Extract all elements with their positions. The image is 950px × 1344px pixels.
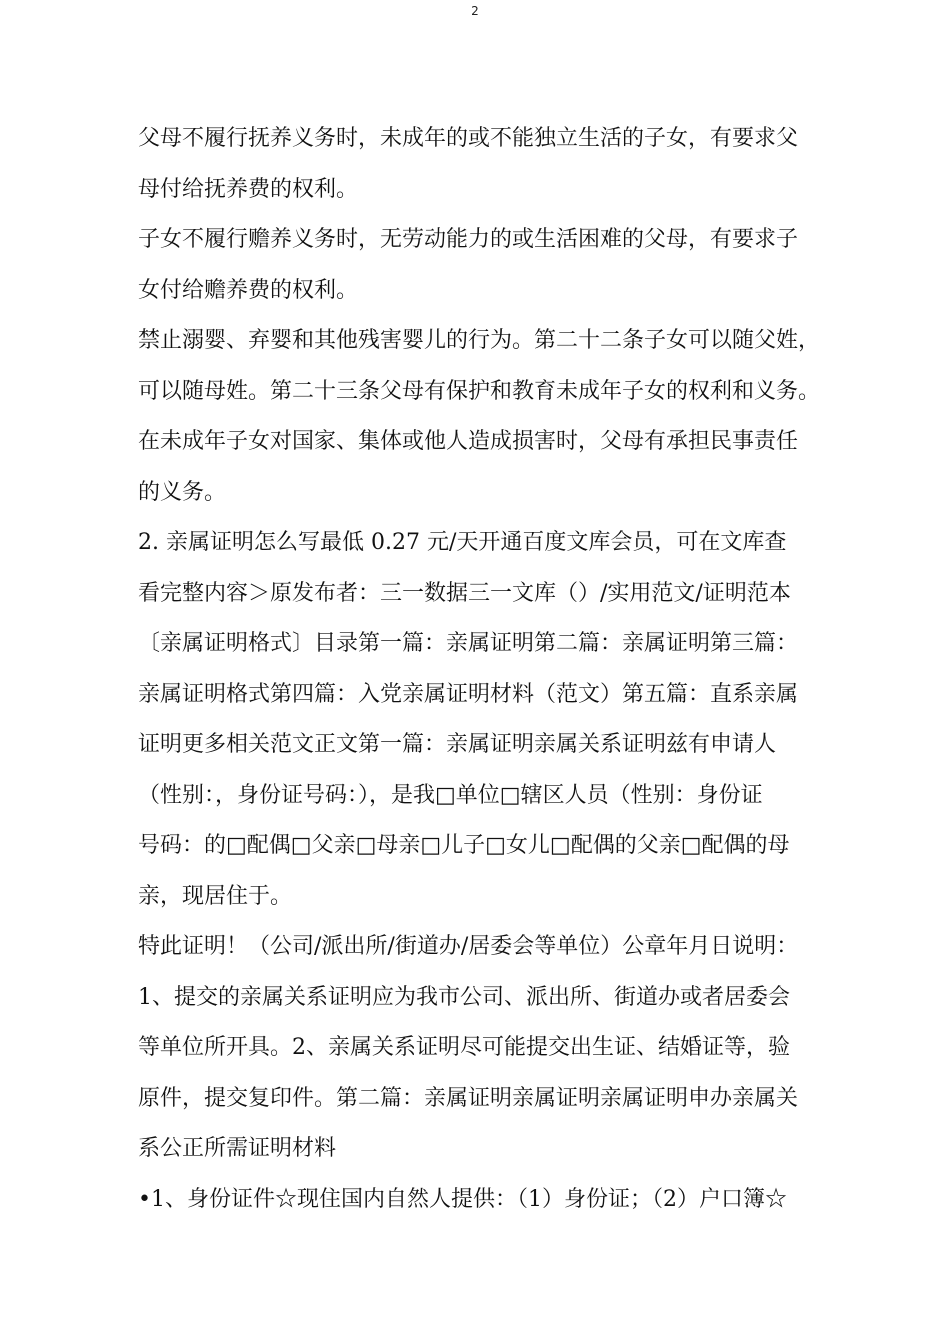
- text-line: 子女不履行赡养义务时，无劳动能力的或生活困难的父母，有要求子: [138, 227, 799, 252]
- text-line: 证明更多相关范文正文第一篇：亲属证明亲属关系证明兹有申请人: [138, 732, 777, 757]
- text-line: （性别：，身份证号码：），是我□单位□辖区人员（性别：身份证: [138, 782, 763, 808]
- text-line: 亲属证明格式第四篇：入党亲属证明材料（范文）第五篇：直系亲属: [138, 681, 799, 707]
- text-line: 可以随母姓。第二十三条父母有保护和教育未成年子女的权利和义务。: [138, 378, 821, 404]
- text-line: 女付给赡养费的权利。: [138, 277, 359, 303]
- text-line: 号码：的□配偶□父亲□母亲□儿子□女儿□配偶的父亲□配偶的母: [138, 833, 790, 858]
- text-line: 系公正所需证明材料: [138, 1136, 337, 1161]
- text-line: 母付给抚养费的权利。: [138, 176, 359, 202]
- text-line: 看完整内容＞原发布者：三一数据三一文库（）/实用范文/证明范本: [138, 580, 791, 606]
- text-line: 等单位所开具。2、亲属关系证明尽可能提交出生证、结婚证等，验: [138, 1035, 790, 1060]
- text-line: 1、提交的亲属关系证明应为我市公司、派出所、街道办或者居委会: [138, 984, 790, 1010]
- document-body: [138, 121, 828, 1232]
- text-line: 父母不履行抚养义务时，未成年的或不能独立生活的子女，有要求父: [138, 126, 799, 151]
- text-line: 2. 亲属证明怎么写最低 0.27 元/天开通百度文库会员，可在文库查: [138, 530, 787, 555]
- text-line: 〔亲属证明格式〕目录第一篇：亲属证明第二篇：亲属证明第三篇：: [138, 631, 799, 656]
- text-line: 在未成年子女对国家、集体或他人造成损害时，父母有承担民事责任: [138, 429, 799, 454]
- text-line: 特此证明！（公司/派出所/街道办/居委会等单位）公章年月日说明：: [138, 934, 799, 959]
- text-line: 亲，现居住于。: [138, 883, 293, 909]
- text-line: 的义务。: [138, 479, 227, 505]
- text-line: •1、身份证件☆现住国内自然人提供：（1）身份证；（2）户口簿☆: [138, 1186, 787, 1212]
- text-line: 原件，提交复印件。第二篇：亲属证明亲属证明亲属证明申办亲属关: [138, 1085, 799, 1111]
- page-number: 2: [471, 4, 479, 18]
- text-line: 禁止溺婴、弃婴和其他残害婴儿的行为。第二十二条子女可以随父姓，: [138, 328, 821, 353]
